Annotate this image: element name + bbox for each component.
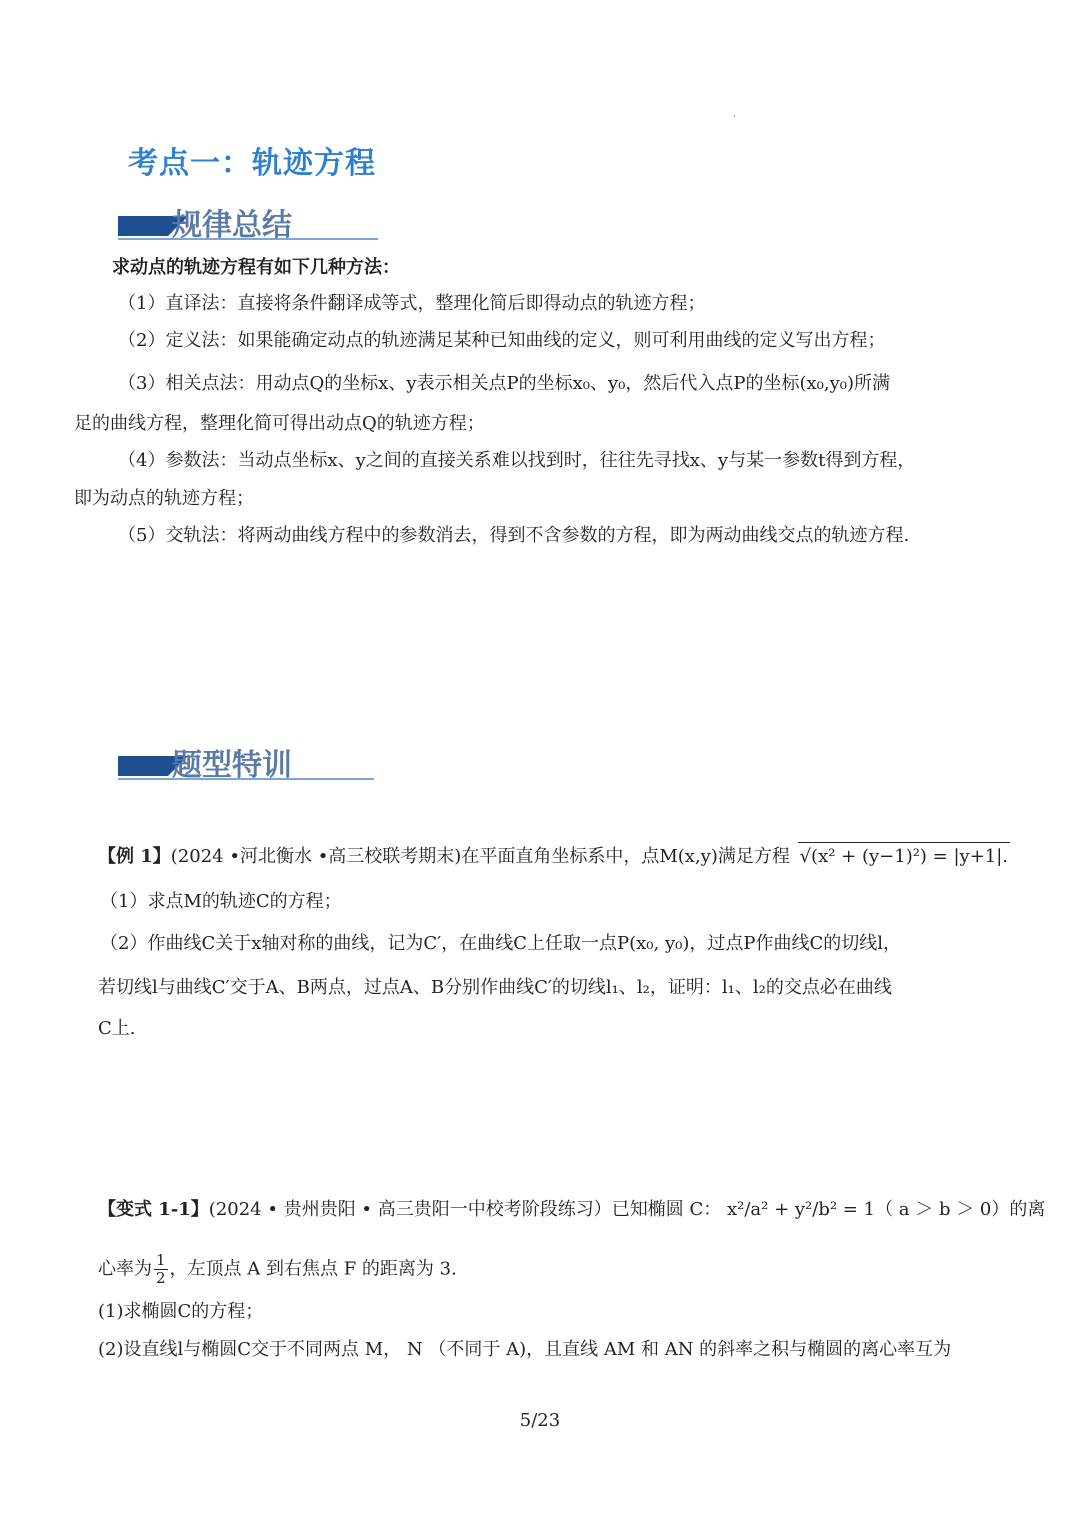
example-1-question-2-line-3: C上. [98, 1018, 136, 1039]
method-3-line-1: （3）相关点法：用动点Q的坐标x、y表示相关点P的坐标x₀、y₀，然后代入点P的坐标(x₀,y₀)所满 [118, 373, 891, 394]
variant-condition: （ a ＞ b ＞ 0）的离 [875, 1199, 1046, 1220]
method-5: （5）交轨法：将两动曲线方程中的参数消去，得到不含参数的方程，即为两动曲线交点的轨迹方程. [118, 525, 910, 546]
example-1-question-2-line-2: 若切线l与曲线C′交于A、B两点，过点A、B分别作曲线C′的切线l₁、l₂，证明：l₁、l₂的交点必在曲线 [98, 977, 892, 998]
fraction-numerator: 1 [156, 1251, 166, 1269]
topic-title: 考点一：轨迹方程 [128, 146, 376, 181]
distance-statement: ，左顶点 A 到右焦点 F 的距离为 3. [169, 1258, 457, 1280]
variant-question-2: (2)设直线l与椭圆C交于不同两点 M， N （不同于 A)，且直线 AM 和 AN 的斜率之积与椭圆的离心率互为 [98, 1339, 952, 1360]
method-3-line-2: 足的曲线方程，整理化简可得出动点Q的轨迹方程； [74, 413, 485, 434]
fraction-denominator: 2 [156, 1269, 166, 1287]
variant-1-1-line-1 [98, 1196, 1045, 1224]
page-number: 5/23 [519, 1410, 561, 1431]
section-banner-practice [118, 744, 374, 786]
variant-question-1: (1)求椭圆C的方程； [98, 1301, 264, 1322]
banner-bar [118, 756, 168, 776]
example-1-label: 【例 1】 [98, 846, 171, 867]
example-1-source: (2024 •河北衡水 •高三校联考期末)在平面直角坐标系中，点M(x,y)满足方程 [170, 846, 790, 867]
ellipse-equation: x²/a² + y²/b² = 1 [726, 1199, 876, 1220]
method-1: （1）直译法：直接将条件翻译成等式，整理化简后即得动点的轨迹方程； [118, 293, 706, 314]
variant-1-1-line-2 [98, 1252, 457, 1287]
section-title-summary: 规律总结 [172, 208, 292, 243]
variant-label: 【变式 1-1】 [98, 1199, 209, 1220]
example-1-equation: √(x² + (y−1)²) = |y+1|. [798, 842, 1010, 871]
section-title-practice: 题型特训 [172, 748, 292, 783]
method-2: （2）定义法：如果能确定动点的轨迹满足某种已知曲线的定义，则可利用曲线的定义写出方程； [118, 330, 886, 351]
methods-intro: 求动点的轨迹方程有如下几种方法： [112, 257, 400, 278]
section-banner-summary [118, 204, 378, 246]
example-1-line-1 [98, 842, 1010, 871]
example-1-question-2-line-1: （2）作曲线C关于x轴对称的曲线，记为C′，在曲线C上任取一点P(x₀, y₀)，过点P作曲线C的切线l， [100, 933, 901, 954]
method-4-line-1: （4）参数法：当动点坐标x、y之间的直接关系难以找到时，往往先寻找x、y与某一参数t得到方程， [118, 450, 916, 471]
eccentricity-label: 心率为 [98, 1258, 152, 1280]
example-1-question-1: （1）求点M的轨迹C的方程； [100, 891, 342, 912]
variant-source: (2024 • 贵州贵阳 • 高三贵阳一中校考阶段练习）已知椭圆 C： [208, 1199, 722, 1220]
banner-bar [118, 216, 168, 236]
eccentricity-fraction [154, 1252, 168, 1287]
scan-dot: · [733, 112, 737, 123]
method-4-line-2: 即为动点的轨迹方程； [74, 488, 254, 509]
